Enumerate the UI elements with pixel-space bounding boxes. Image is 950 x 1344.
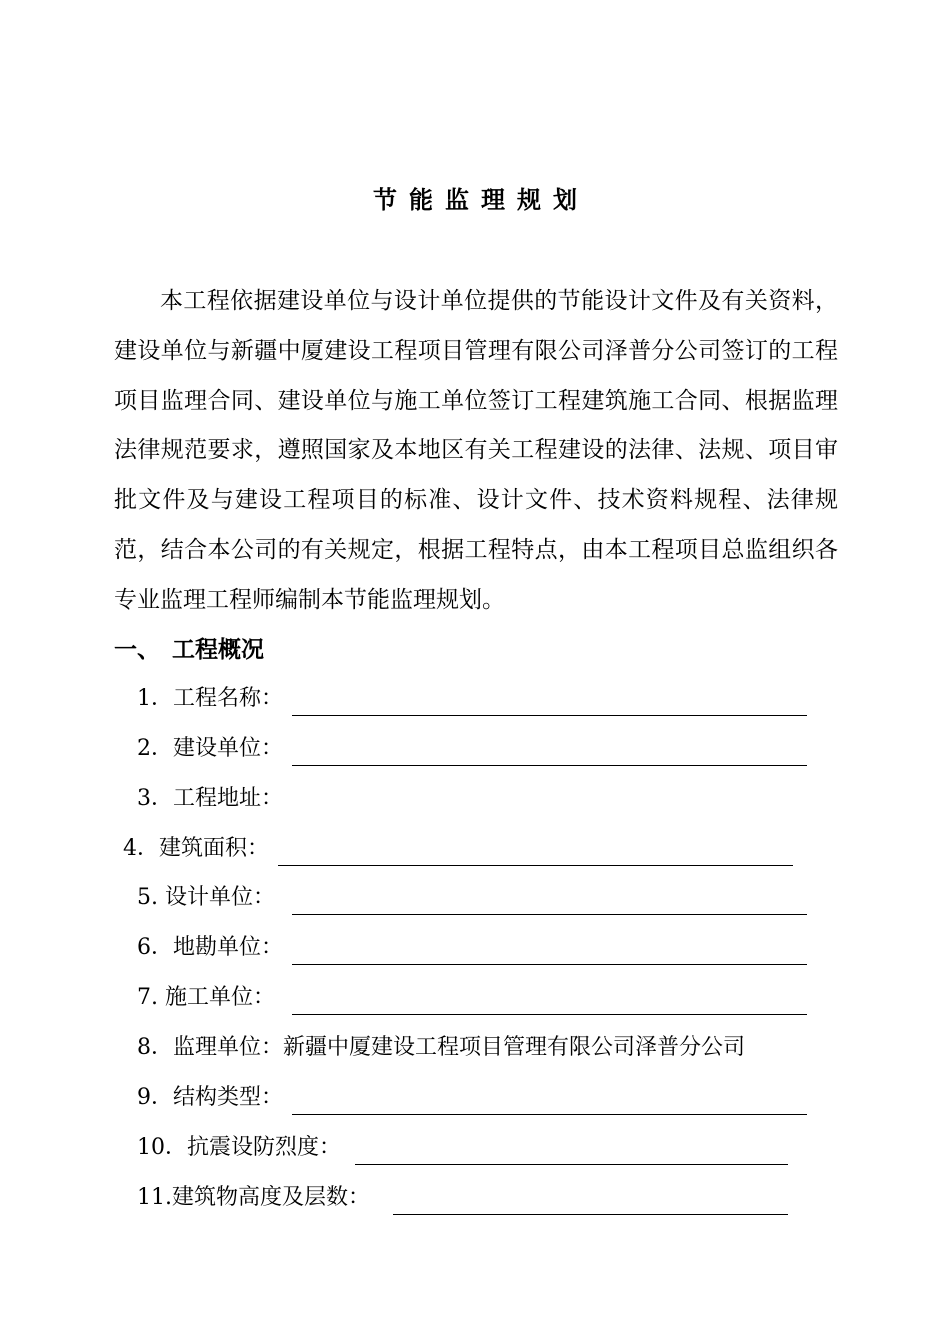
fill-in-line[interactable] — [278, 865, 793, 866]
field-seismic-intensity — [137, 1130, 341, 1166]
field-label: 11.建筑物高度及层数： — [137, 1185, 370, 1210]
section-heading-overview — [114, 632, 264, 668]
field-value: 新疆中厦建设工程项目管理有限公司泽普分公司 — [283, 1035, 746, 1060]
field-label: 3．工程地址： — [137, 786, 283, 811]
field-label: 10．抗震设防烈度： — [137, 1135, 341, 1160]
section-number: 一、 — [114, 636, 160, 663]
fill-in-line[interactable] — [292, 964, 807, 965]
fill-in-line[interactable] — [292, 715, 807, 716]
fill-in-line[interactable] — [292, 1114, 807, 1115]
fill-in-line[interactable] — [292, 765, 807, 766]
field-label: 9．结构类型： — [137, 1085, 283, 1110]
intro-paragraph: 本工程依据建设单位与设计单位提供的节能设计文件及有关资料，建设单位与新疆中厦建设工程项目管理有限公司泽普分公司签订的工程项目监理合同、建设单位与施工单位签订工程建筑施工合同、根据监理法律规范要求，遵照国家及本地区有关工程建设的法律、法规、项目审批文件及与建设工程项目的标准、设计文件、技术资料规程、法律规范，结合本公司的有关规定，根据工程特点，由本工程项目总监组织各专业监理工程师编制本节能监理规划。 — [114, 288, 838, 613]
field-label: 6．地勘单位： — [137, 935, 283, 960]
field-project-address — [137, 781, 283, 817]
field-survey-unit — [137, 930, 283, 966]
field-label: 1．工程名称： — [137, 686, 283, 711]
field-label: 8．监理单位： — [137, 1035, 283, 1060]
field-label: 4．建筑面积： — [123, 836, 269, 861]
field-contractor-unit — [137, 980, 275, 1016]
section-title: 工程概况 — [172, 636, 264, 663]
page-title: 节能监理规划 — [373, 185, 589, 214]
fill-in-line[interactable] — [355, 1164, 788, 1165]
field-design-unit — [137, 880, 275, 916]
fill-in-line[interactable] — [292, 914, 807, 915]
field-building-area — [123, 831, 269, 867]
field-height-floors — [137, 1180, 370, 1216]
fill-in-line[interactable] — [292, 1014, 807, 1015]
field-project-name — [137, 681, 283, 717]
fill-in-line[interactable] — [393, 1214, 788, 1215]
field-construction-unit — [137, 731, 283, 767]
field-label: 5. 设计单位： — [137, 885, 275, 910]
field-label: 7. 施工单位： — [137, 985, 275, 1010]
field-structure-type — [137, 1080, 283, 1116]
field-supervision-unit — [137, 1030, 745, 1066]
field-label: 2．建设单位： — [137, 736, 283, 761]
